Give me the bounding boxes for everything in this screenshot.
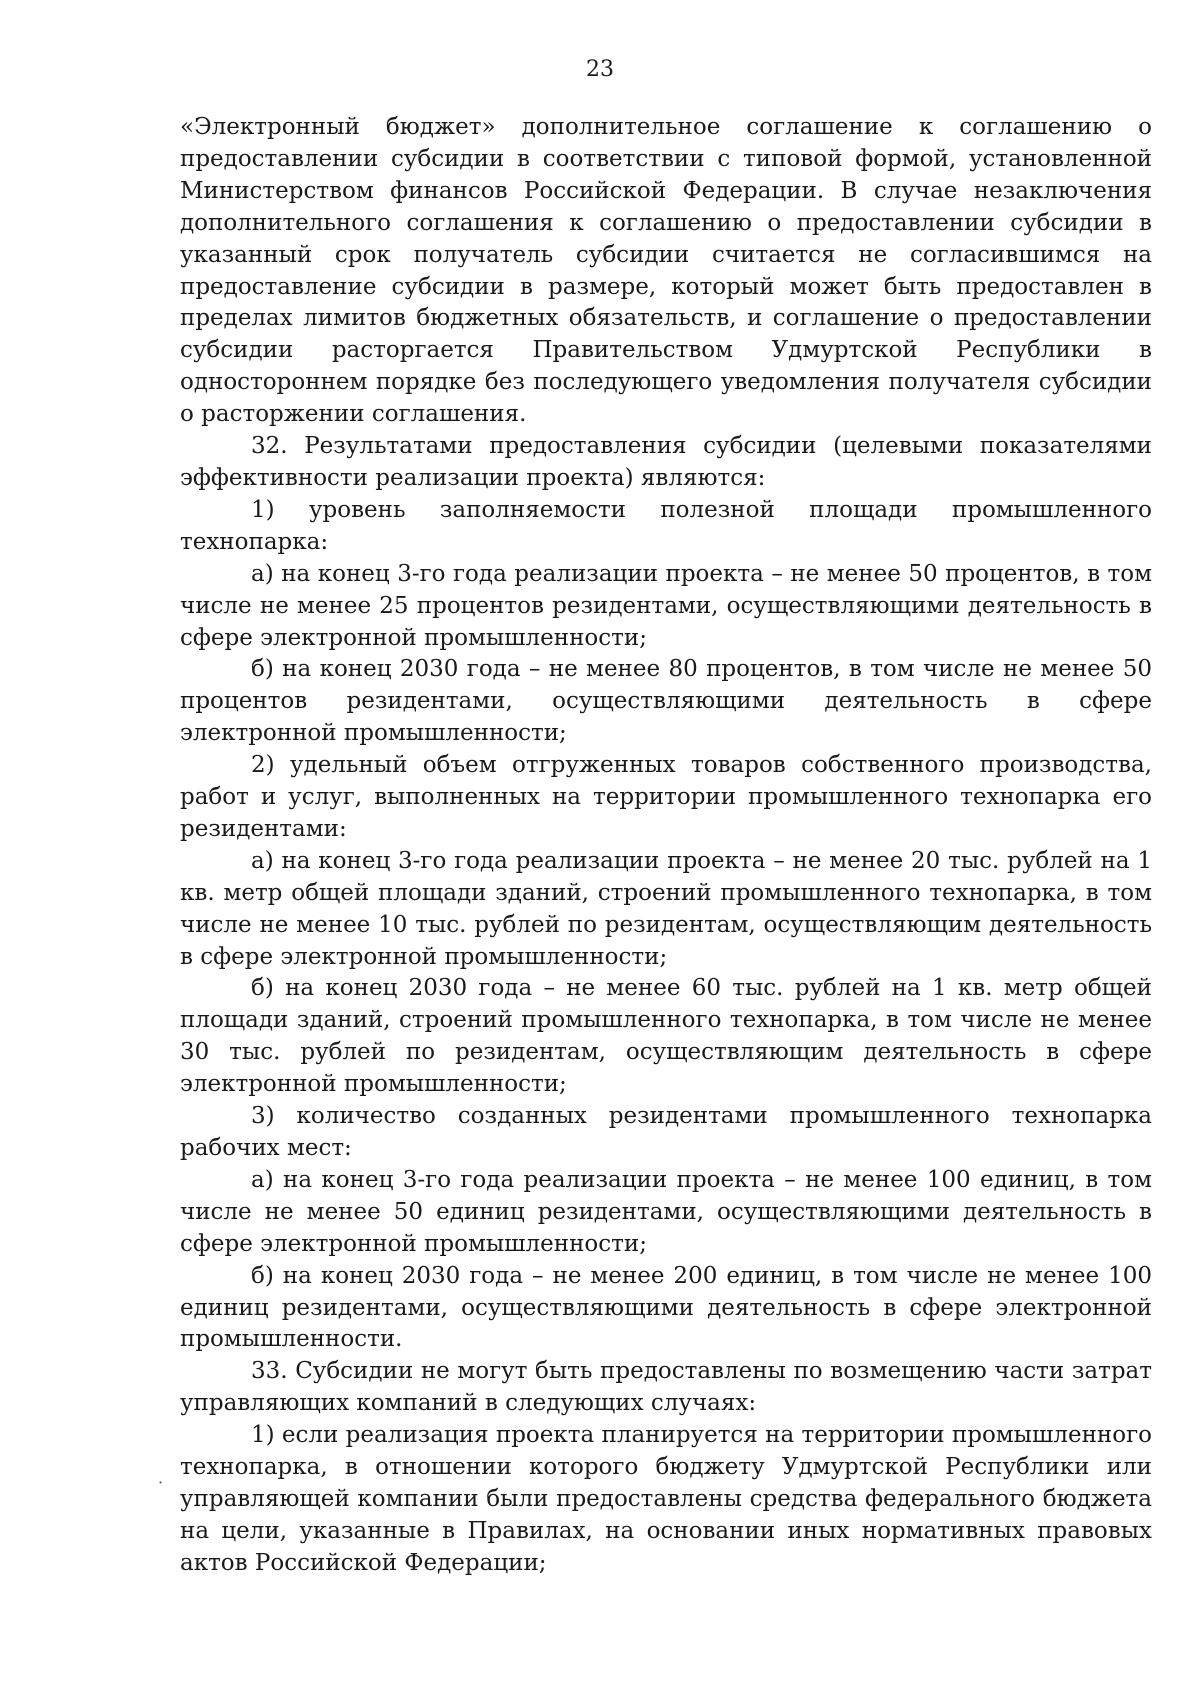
paragraph-item-2a: а) на конец 3-го года реализации проекта – не менее 20 тыс. рублей на 1 кв. метр общей площади зданий, строений промышленного технопарка, в том числе не менее 10 тыс. рублей по резидентам, осуществляющим деятельность в сфере электронной промышленности; — [180, 847, 1152, 970]
document-body — [180, 112, 1152, 1580]
paragraph-continuation: «Электронный бюджет» дополнительное соглашение к соглашению о предоставлении субсидии в соответствии с типовой формой, установленной Министерством финансов Российской Федерации. В случае незаключения дополнительного соглашения к соглашению о предоставлении субсидии в указанный срок получатель субсидии считается не согласившимся на предоставление субсидии в размере, который может быть предоставлен в пределах лимитов бюджетных обязательств, и соглашение о предоставлении субсидии расторгается Правительством Удмуртской Республики в одностороннем порядке без последующего уведомления получателя субсидии о расторжении соглашения. — [180, 114, 1152, 428]
paragraph-item-2: 2) удельный объем отгруженных товаров собственного производства, работ и услуг, выполненных на территории промышленного технопарка его резидентами: — [180, 752, 1152, 842]
paragraph-clause-33-item-1: 1) если реализация проекта планируется на территории промышленного технопарка, в отношении которого бюджету Удмуртской Республики или управляющей компании были предоставлены средства федерального бюджета на цели, указанные в Правилах, на основании иных нормативных правовых актов Российской Федерации; — [180, 1422, 1152, 1576]
page-number: 23 — [586, 57, 614, 82]
paragraph-clause-32: 32. Результатами предоставления субсидии (целевыми показателями эффективности реализации проекта) являются: — [180, 433, 1152, 491]
paragraph-clause-33: 33. Субсидии не могут быть предоставлены по возмещению части затрат управляющих компаний в следующих случаях: — [180, 1358, 1152, 1417]
paragraph-item-1b: б) на конец 2030 года – не менее 80 процентов, в том числе не менее 50 процентов резидентами, осуществляющими деятельность в сфере электронной промышленности; — [180, 656, 1152, 747]
paragraph-item-3: 3) количество созданных резидентами промышленного технопарка рабочих мест: — [180, 1103, 1152, 1161]
paragraph-item-1: 1) уровень заполняемости полезной площади промышленного технопарка: — [180, 496, 1152, 555]
paragraph-item-1a: а) на конец 3-го года реализации проекта – не менее 50 процентов, в том числе не менее 25 процентов резидентами, осуществляющими деятельность в сфере электронной промышленности; — [180, 560, 1152, 651]
paragraph-item-3b: б) на конец 2030 года – не менее 200 единиц, в том числе не менее 100 единиц резидентами, осуществляющими деятельность в сфере электронной промышленности. — [180, 1262, 1152, 1353]
scan-margin-mark: · — [158, 1473, 164, 1492]
paragraph-item-2b: б) на конец 2030 года – не менее 60 тыс. рублей на 1 кв. метр общей площади зданий, строений промышленного технопарка, в том числе не менее 30 тыс. рублей по резидентам, осуществляющим деятельность в сфере электронной промышленности; — [180, 975, 1152, 1098]
paragraph-item-3a: а) на конец 3-го года реализации проекта – не менее 100 единиц, в том числе не менее 50 единиц резидентами, осуществляющими деятельность в сфере электронной промышленности; — [180, 1166, 1152, 1257]
